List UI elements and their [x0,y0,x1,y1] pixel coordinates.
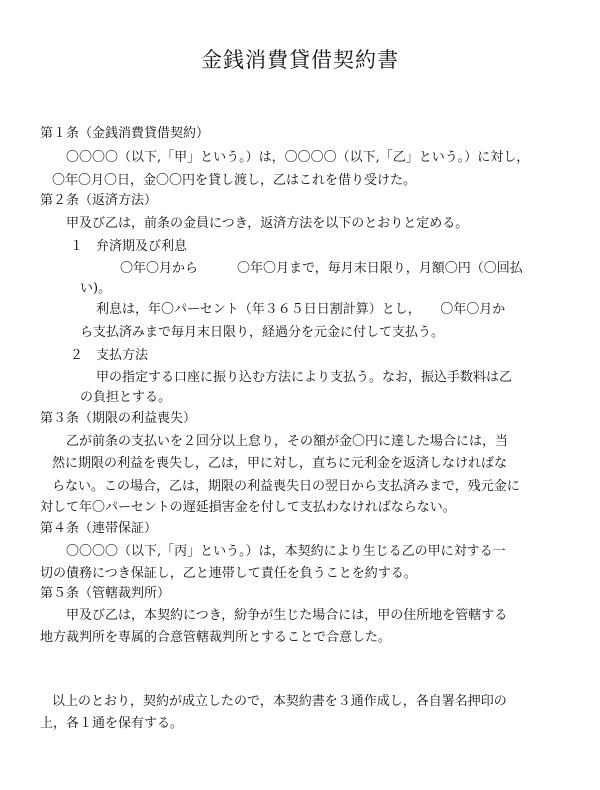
article-1-heading: 第１条（金銭消費貸借契約） [40,126,210,141]
article-2-item-2-line-2: の負担とする。 [80,390,172,405]
article-2-item-2-line-1: 甲の指定する口座に振り込む方法により支払う。なお，振込手数料は乙 [96,370,513,385]
article-4-text-line-2: 切の債務につき保証し，乙と連帯して責任を負うことを約する。 [40,566,417,581]
article-2-item-1-line-1: 〇年〇月から 〇年〇月まで，毎月末日限り，月額〇円（〇回払 [120,261,523,276]
article-5-text-line-1: 甲及び乙は，本契約につき，紛争が生じた場合には，甲の住所地を管轄する [66,608,508,623]
article-1-text-line-2: 〇年〇月〇日，金〇〇円を貸し渡し，乙はこれを借り受けた。 [52,173,417,188]
article-3-text-line-4: 対して年〇パーセントの遅延損害金を付して支払わなければならない。 [40,500,456,515]
article-3-text-line-2: 然に期限の利益を喪失し，乙は，甲に対し，直ちに元利金を返済しなければな [52,456,508,471]
article-2-item-1-heading: １ 弁済期及び利息 [70,239,188,254]
article-5-heading: 第５条（管轄裁判所） [40,586,171,601]
article-4-text-line-1: 〇〇〇〇（以下,「丙」という。）は，本契約により生じる乙の甲に対する一 [66,544,506,559]
article-1-text-line-1: 〇〇〇〇（以下,「甲」という。）は，〇〇〇〇（以下,「乙」という。）に対し， [66,150,530,165]
article-2-item-1-line-4: ら支払済みまで毎月末日限り，経過分を元金に付して支払う。 [80,325,445,340]
closing-text-line-2: 上，各１通を保有する。 [40,716,184,731]
article-2-heading: 第２条（返済方法） [40,193,158,208]
article-2-item-2-heading: ２ 支払方法 [70,348,149,363]
article-2-item-1-line-3: 利息は，年〇パーセント（年３６５日日割計算）とし， 〇年〇月か [96,302,506,317]
article-3-text-line-3: らない。この場合，乙は，期限の利益喪失日の翌日から支払済みまで，残元金に [52,479,520,494]
closing-text-line-1: 以上のとおり，契約が成立したので，本契約書を３通作成し，各自署名押印の [52,694,507,709]
article-4-heading: 第４条（連帯保証） [40,521,158,536]
article-3-text-line-1: 乙が前条の支払いを２回分以上怠り，その額が金〇円に達した場合には，当 [66,434,509,449]
article-3-heading: 第３条（期限の利益喪失） [40,411,197,426]
article-2-text-line-1: 甲及び乙は，前条の金員につき，返済方法を以下のとおりと定める。 [66,216,469,231]
document-title: 金銭消費貸借契約書 [201,48,399,72]
article-2-item-1-line-2: い)。 [80,281,112,296]
article-5-text-line-2: 地方裁判所を専属的合意管轄裁判所とすることで合意した。 [40,630,392,645]
